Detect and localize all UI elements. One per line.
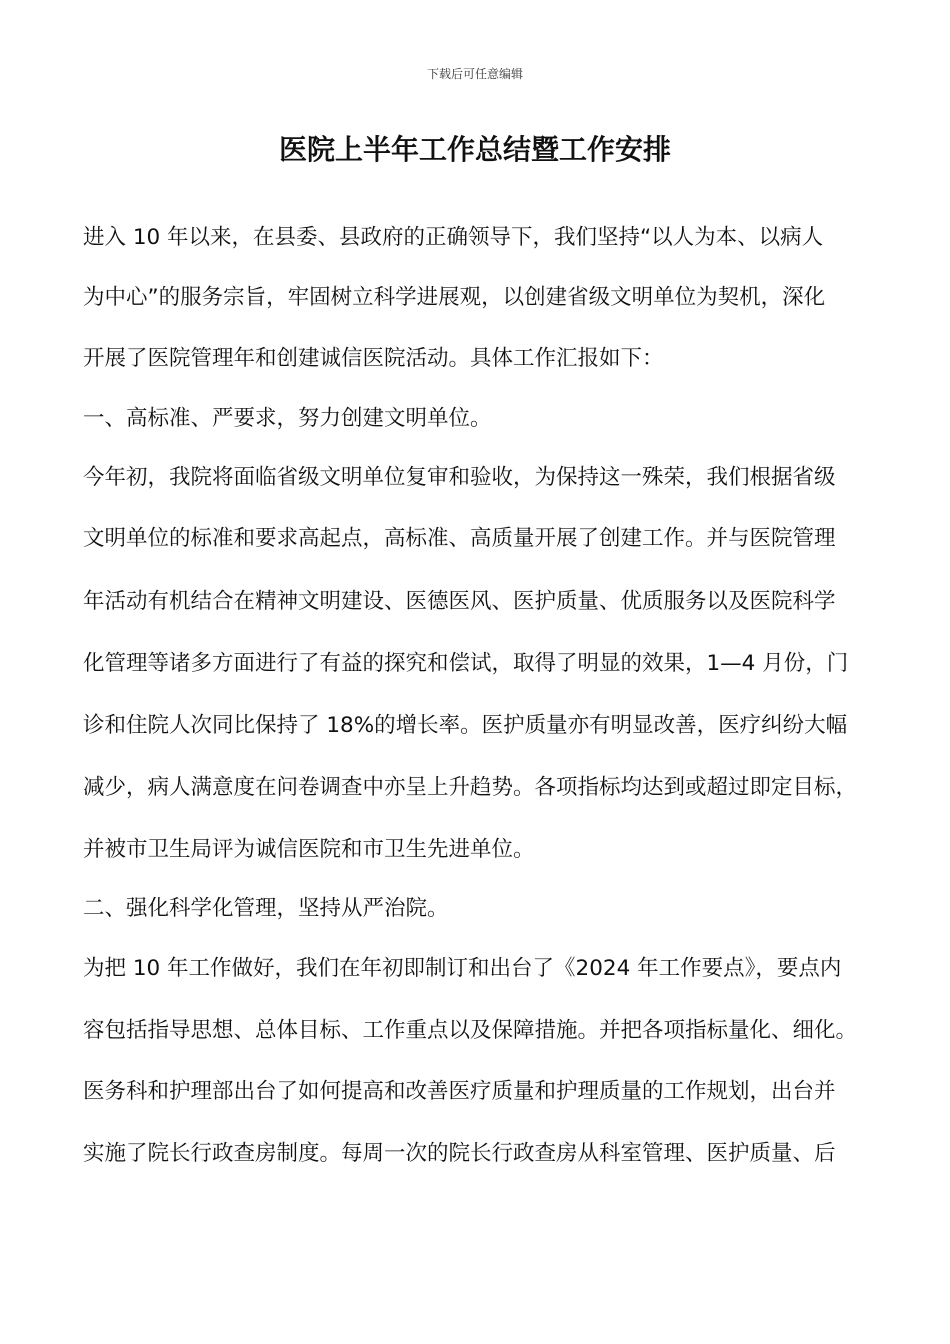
body-line-8: 化管理等诸多方面进行了有益的探究和偿试，取得了明显的效果，1—4 月份，门 bbox=[83, 651, 849, 676]
body-line-15: 医务科和护理部出台了如何提高和改善医疗质量和护理质量的工作规划，出台并 bbox=[83, 1079, 836, 1104]
section-heading-1: 一、高标准、严要求，努力创建文明单位。 bbox=[83, 406, 492, 431]
body-line-7: 年活动有机结合在精神文明建设、医德医风、医护质量、优质服务以及医院科学 bbox=[83, 589, 836, 614]
body-line-13: 为把 10 年工作做好，我们在年初即制订和出台了《2024 年工作要点》，要点内 bbox=[83, 956, 842, 981]
body-line-11: 并被市卫生局评为诚信医院和市卫生先进单位。 bbox=[83, 837, 535, 862]
body-line-6: 文明单位的标准和要求高起点，高标准、高质量开展了创建工作。并与医院管理 bbox=[83, 526, 836, 551]
body-line-16: 实施了院长行政查房制度。每周一次的院长行政查房从科室管理、医护质量、后 bbox=[83, 1141, 836, 1166]
body-line-5: 今年初，我院将面临省级文明单位复审和验收，为保持这一殊荣，我们根据省级 bbox=[83, 465, 836, 490]
body-line-2: 为中心”的服务宗旨，牢固树立科学进展观，以创建省级文明单位为契机，深化 bbox=[83, 285, 826, 310]
document-title: 医院上半年工作总结暨工作安排 bbox=[278, 133, 671, 166]
section-heading-2: 二、强化科学化管理，坚持从严治院。 bbox=[83, 896, 449, 921]
header-note: 下载后可任意编辑 bbox=[426, 67, 523, 81]
body-line-1: 进入 10 年以来，在县委、县政府的正确领导下，我们坚持“以人为本、以病人 bbox=[83, 225, 824, 250]
body-line-14: 容包括指导思想、总体目标、工作重点以及保障措施。并把各项指标量化、细化。 bbox=[83, 1018, 858, 1043]
body-line-10: 减少，病人满意度在问卷调查中亦呈上升趋势。各项指标均达到或超过即定目标， bbox=[83, 775, 858, 800]
body-line-3: 开展了医院管理年和创建诚信医院活动。具体工作汇报如下： bbox=[83, 346, 664, 371]
body-line-9: 诊和住院人次同比保持了 18%的增长率。医护质量亦有明显改善，医疗纠纷大幅 bbox=[83, 713, 848, 738]
